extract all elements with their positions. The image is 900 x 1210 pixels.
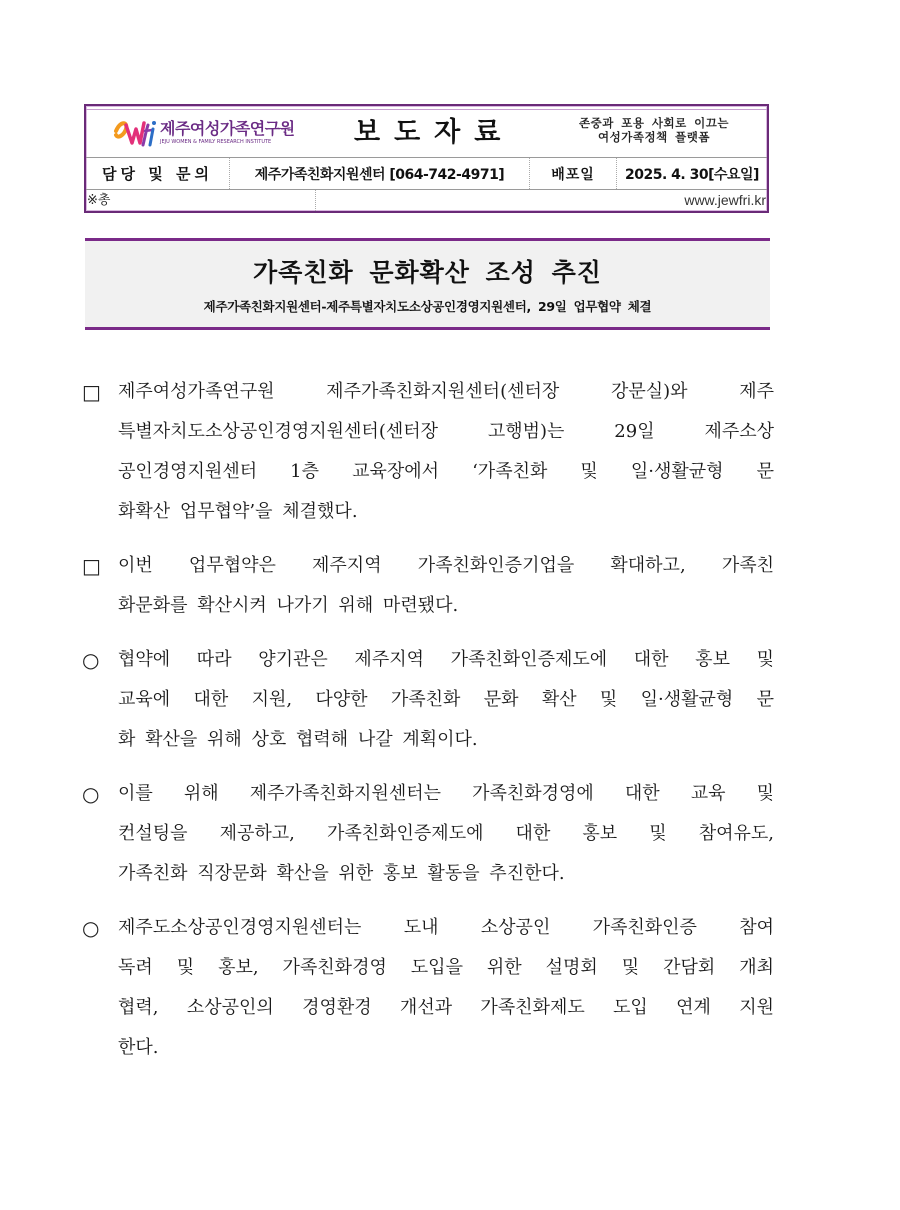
slogan-line-2: 여성가족정책 플랫폼 <box>598 130 710 144</box>
institute-name: 제주여성가족연구원 <box>160 119 295 138</box>
paragraph-line: 제주여성가족연구원 제주가족친화지원센터(센터장 강문실)와 제주 <box>118 381 774 402</box>
headline: 가족친화 문화확산 조성 추진 <box>253 258 602 287</box>
paragraph-line: 공인경영지원센터 1층 교육장에서 ‘가족친화 및 일·생활균형 문 <box>118 461 774 482</box>
paragraph-line: 화확산 업무협약’을 체결했다. <box>118 501 358 522</box>
paragraph-line: 한다. <box>118 1037 159 1058</box>
press-release-header <box>84 104 769 213</box>
headline-box <box>85 238 770 330</box>
document-type-title: 보도자료 <box>354 117 515 148</box>
paragraph-line: 이번 업무협약은 제주지역 가족친화인증기업을 확대하고, 가족친 <box>118 555 774 576</box>
header-top-row <box>86 106 767 158</box>
paragraph-4 <box>82 774 774 894</box>
paragraph-line: 독려 및 홍보, 가족친화경영 도입을 위한 설명회 및 간담회 개최 <box>118 957 774 978</box>
embargo-row <box>86 190 767 211</box>
paragraph-1 <box>82 372 774 532</box>
contact-row <box>86 158 767 190</box>
article-body <box>82 372 774 1078</box>
paragraph-3 <box>82 640 774 760</box>
slogan-line-1: 존중과 포용 사회로 이끄는 <box>579 116 729 130</box>
contact-label: 담당 및 문의 <box>86 158 230 189</box>
subheadline: 제주가족친화지원센터-제주특별자치도소상공인경영지원센터, 29일 업무협약 체결 <box>203 299 652 314</box>
paragraph-line: 교육에 대한 지원, 다양한 가족친화 문화 확산 및 일·생활균형 문 <box>118 689 774 710</box>
paragraph-line: 가족친화 직장문화 확산을 위한 홍보 활동을 추진한다. <box>118 863 565 884</box>
paragraph-line: 협약에 따라 양기관은 제주지역 가족친화인증제도에 대한 홍보 및 <box>118 649 774 670</box>
paragraph-line: 화 확산을 위해 상호 협력해 나갈 계획이다. <box>118 729 478 750</box>
paragraph-line: 이를 위해 제주가족친화지원센터는 가족친화경영에 대한 교육 및 <box>118 783 774 804</box>
square-bullet-icon: □ <box>82 380 101 404</box>
circle-bullet-icon: ○ <box>82 648 100 672</box>
circle-bullet-icon: ○ <box>82 782 100 806</box>
paragraph-5 <box>82 908 774 1068</box>
paragraph-line: 특별자치도소상공인경영지원센터(센터장 고행범)는 29일 제주소상 <box>118 421 774 442</box>
paragraph-2 <box>82 546 774 626</box>
paragraph-line: 컨설팅을 제공하고, 가족친화인증제도에 대한 홍보 및 참여유도, <box>118 823 774 844</box>
jewfi-logo-icon <box>112 117 156 149</box>
paragraph-line: 화문화를 확산시켜 나가기 위해 마련됐다. <box>118 595 459 616</box>
embargo-note: ※총 <box>86 190 316 211</box>
institute-english-name: JEJU WOMEN & FAMILY RESEARCH INSTITUTE <box>160 139 272 145</box>
release-date-value: 2025. 4. 30[수요일] <box>625 166 759 183</box>
paragraph-line: 제주도소상공인경영지원센터는 도내 소상공인 가족친화인증 참여 <box>118 917 774 938</box>
institute-logo <box>112 114 295 152</box>
contact-value: 제주가족친화지원센터 [064-742-4971] <box>230 158 530 189</box>
circle-bullet-icon: ○ <box>82 916 100 940</box>
release-date-label: 배포일 <box>530 158 617 189</box>
paragraph-line: 협력, 소상공인의 경영환경 개선과 가족친화제도 도입 연계 지원 <box>118 997 774 1018</box>
square-bullet-icon: □ <box>82 554 101 578</box>
website-link[interactable]: www.jewfri.kr <box>684 192 766 208</box>
institute-slogan <box>549 116 759 144</box>
